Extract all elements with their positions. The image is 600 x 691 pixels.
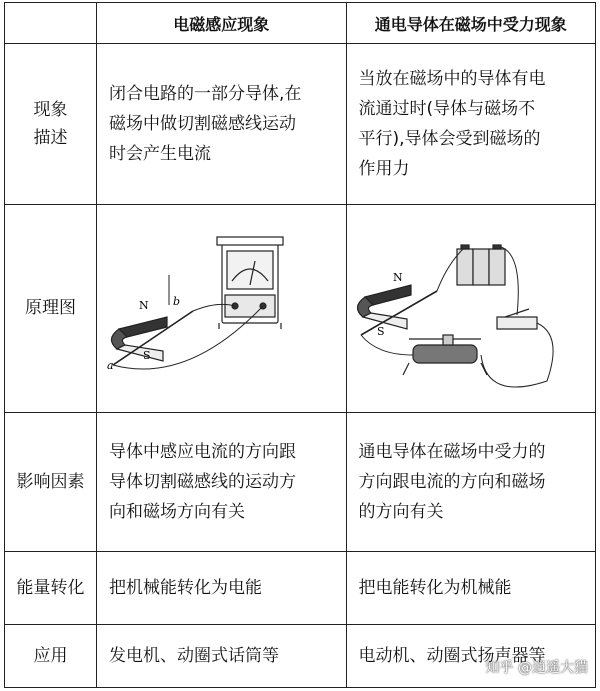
- row-label-application: 应用: [5, 624, 97, 687]
- force-diagram-illustration: [347, 205, 597, 412]
- energy-force: 把电能转化为机械能: [346, 551, 596, 624]
- text-line: 时会产生电流: [109, 143, 211, 164]
- galvanometer-icon: [217, 237, 283, 329]
- text-line: 闭合电路的一部分导体,在: [109, 83, 302, 104]
- text-line: 磁场中做切割磁感线运动: [109, 113, 296, 134]
- text-line: 导体切割磁感线的运动方: [109, 471, 296, 492]
- row-application: [5, 624, 596, 687]
- description-force: [346, 44, 596, 204]
- label-north: N: [139, 298, 149, 312]
- text-line: 通电导体在磁场中受力的: [358, 441, 546, 462]
- text-line: 平行),导体会受到磁场的: [358, 128, 541, 149]
- text-line: 作用力: [358, 158, 410, 179]
- rheostat-icon: [403, 335, 487, 375]
- header-row: [5, 3, 596, 44]
- row-label-description-text: 现象 描述: [33, 99, 68, 148]
- factors-induction: [97, 413, 347, 551]
- wire: [481, 323, 553, 387]
- header-corner: [5, 3, 97, 44]
- row-description: [5, 44, 596, 204]
- row-label-factors: 影响因素: [5, 413, 97, 551]
- label-end-a: a: [107, 358, 114, 372]
- row-label-description: [5, 44, 97, 204]
- row-label-energy: 能量转化: [5, 551, 97, 624]
- induction-diagram-illustration: [97, 205, 347, 412]
- text-line: 向和磁场方向有关: [109, 501, 245, 522]
- text-line: 当放在磁场中的导体有电: [358, 68, 546, 89]
- text-line: 导体中感应电流的方向跟: [109, 441, 296, 462]
- label-end-b: b: [173, 294, 181, 308]
- text-line: 的方向有关: [358, 501, 444, 522]
- label-north: N: [392, 270, 403, 284]
- induction-diagram: [97, 204, 347, 413]
- row-diagram: [5, 204, 596, 413]
- horseshoe-magnet-icon: [111, 317, 167, 361]
- header-force-on-conductor: 通电导体在磁场中受力现象: [346, 3, 596, 44]
- text-line: 方向跟电流的方向和磁场: [358, 471, 546, 492]
- label-south: S: [143, 348, 151, 362]
- force-diagram: [346, 204, 596, 413]
- factors-force: [346, 413, 596, 551]
- text-line: 流通过时(导体与磁场不: [358, 98, 536, 119]
- comparison-table: [4, 2, 596, 688]
- label-south: S: [376, 324, 385, 338]
- application-force: 电动机、动圈式扬声器等: [346, 624, 596, 687]
- description-induction: [97, 44, 347, 204]
- energy-induction: 把机械能转化为电能: [97, 551, 347, 624]
- battery-icon: [457, 245, 505, 285]
- row-factors: [5, 413, 596, 551]
- wire: [361, 335, 413, 355]
- application-induction: 发电机、动圈式话筒等: [97, 624, 347, 687]
- row-energy: [5, 551, 596, 624]
- watermark: 知乎 @逍遥大猫: [485, 660, 588, 676]
- row-label-diagram: 原理图: [5, 204, 97, 413]
- header-electromagnetic-induction: 电磁感应现象: [97, 3, 347, 44]
